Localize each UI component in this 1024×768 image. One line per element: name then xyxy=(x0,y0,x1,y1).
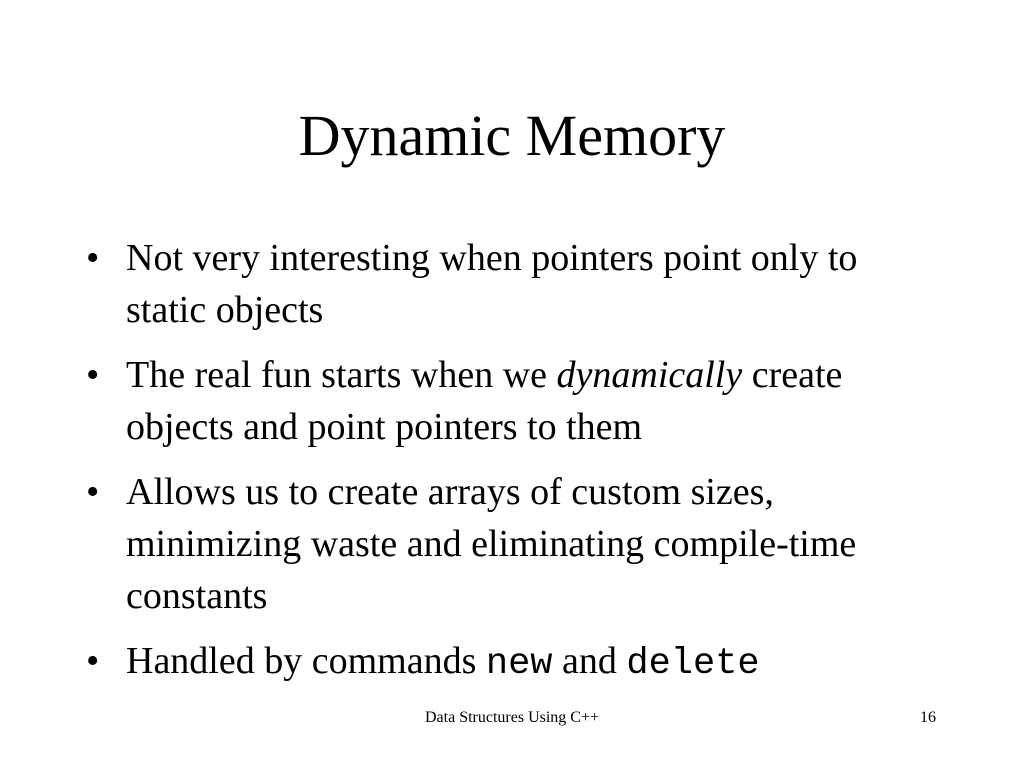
bullet-emphasis: dynamically xyxy=(556,354,743,396)
bullet-text: Allows us to create arrays of custom sizes, minimizing waste and eliminating compile-time constants xyxy=(126,471,857,617)
slide-title: Dynamic Memory xyxy=(298,103,726,168)
bullet-list xyxy=(86,232,946,703)
bullet-glyph: • xyxy=(86,640,100,682)
code-keyword-new: new xyxy=(485,643,553,685)
bullet-glyph: • xyxy=(86,237,100,279)
bullet-text-part: create objects and point pointers to them xyxy=(126,354,843,448)
bullet-item xyxy=(86,635,946,690)
bullet-glyph: • xyxy=(86,354,100,396)
footer-page-number: 16 xyxy=(920,709,936,726)
code-keyword-delete: delete xyxy=(626,643,760,685)
bullet-text xyxy=(126,640,760,685)
footer-course-title: Data Structures Using C++ xyxy=(424,709,600,726)
bullet-text-part: The real fun starts when we xyxy=(126,354,557,396)
bullet-item xyxy=(86,232,946,336)
bullet-glyph: • xyxy=(86,471,100,513)
bullet-text-part: Handled by commands xyxy=(126,640,486,682)
bullet-item xyxy=(86,349,946,453)
bullet-item xyxy=(86,466,946,622)
bullet-text xyxy=(126,354,842,448)
bullet-text-part: and xyxy=(552,640,627,682)
bullet-text: Not very interesting when pointers point only to static objects xyxy=(126,237,858,331)
